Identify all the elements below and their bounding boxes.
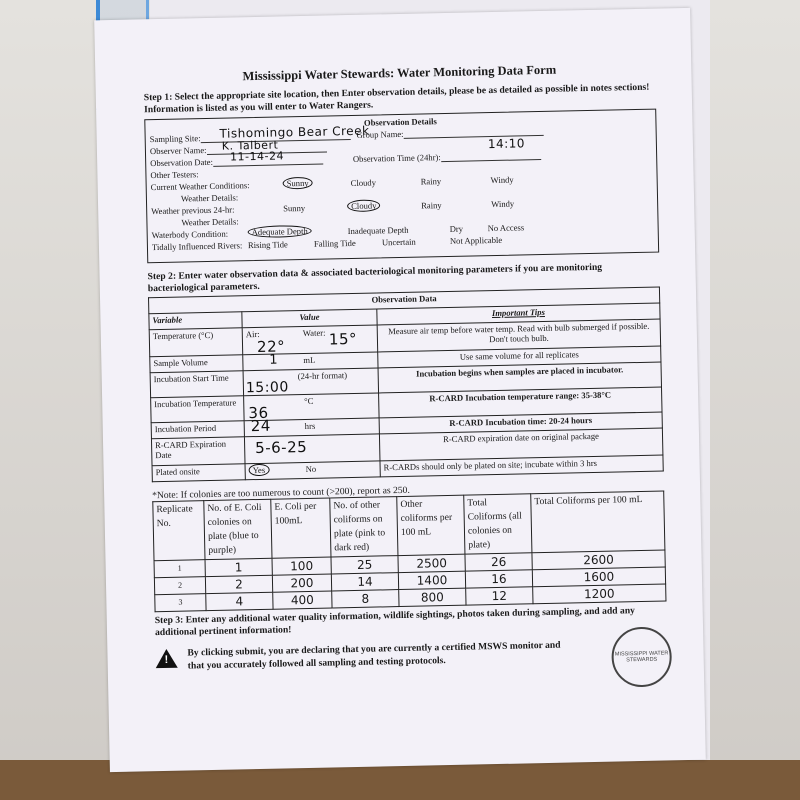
tidal-falling[interactable]: Falling Tide (313, 237, 356, 249)
cell-ecoli100-3[interactable]: 400 (273, 591, 332, 609)
plated-no[interactable]: No (305, 463, 317, 474)
colony-note: *Note: If colonies are too numerous to count (>200), report as 250. (152, 484, 410, 502)
cell-ecoli-2[interactable]: 2 (205, 575, 272, 593)
cell-other-1[interactable]: 25 (331, 556, 398, 574)
waterbody-label: Waterbody Condition: (151, 228, 229, 241)
current-weather-cloudy[interactable]: Cloudy (350, 177, 377, 188)
tidal-label: Tidally Influenced Rivers: (151, 240, 243, 253)
prev-weather-cloudy[interactable]: Cloudy (347, 199, 381, 212)
value-expiration[interactable] (244, 434, 380, 464)
observer-name-label: Observer Name: (149, 145, 207, 157)
cell-other100-2[interactable]: 1400 (398, 571, 465, 589)
value-plated-onsite[interactable] (245, 461, 380, 480)
col-total-per-100ml: Total Coliforms per 100 mL (531, 491, 665, 553)
prev-weather-rainy[interactable]: Rainy (421, 200, 442, 211)
other-testers-label: Other Testers: (150, 169, 199, 181)
cell-total100-2[interactable]: 1600 (532, 567, 665, 587)
step1-instructions: Step 1: Select the appropriate site location, then Enter observation details, please be as detailed as possible in notes sections! Information is listed as you will enter to Water Rangers. (143, 81, 650, 116)
tip-expiration: R-CARD expiration date on original package (379, 428, 663, 461)
col-ecoli-per-100ml: E. Coli per 100mL (271, 498, 331, 558)
handwritten-water-temp: 15° (328, 329, 358, 349)
24hr-format-label: (24-hr format) (297, 370, 348, 382)
tidal-rising[interactable]: Rising Tide (247, 239, 288, 251)
waterbody-no-access[interactable]: No Access (487, 222, 525, 234)
col-ecoli-colonies: No. of E. Coli colonies on plate (blue to purple) (204, 499, 272, 559)
sampling-site-label: Sampling Site: (149, 133, 201, 145)
celsius-unit: °C (304, 395, 314, 407)
waterbody-dry[interactable]: Dry (449, 223, 464, 234)
handwritten-date: 11-14-24 (229, 149, 285, 164)
cell-ecoli100-2[interactable]: 200 (272, 574, 331, 592)
col-other-colonies: No. of other coliforms on plate (pink to dark red) (330, 497, 398, 557)
certification-warning (155, 636, 667, 673)
col-replicate: Replicate No. (153, 501, 205, 561)
cell-ecoli100-1[interactable]: 100 (272, 557, 331, 575)
current-weather-windy[interactable]: Windy (490, 174, 514, 186)
value-temperature[interactable] (242, 325, 378, 355)
step3-instructions: Step 3: Enter any additional water quality information, wildlife sightings, photos taken during sampling, and add any additional pertinent information! (154, 605, 636, 639)
tip-temperature: Measure air temp before water temp. Read with bulb submerged if possible. Don't touch bulb. (377, 319, 661, 352)
col-other-per-100ml: Other coliforms per 100 mL (397, 495, 465, 555)
form-title: Mississippi Water Stewards: Water Monitoring Data Form (242, 62, 557, 84)
observation-data-table (148, 287, 664, 483)
cell-total-3[interactable]: 12 (466, 587, 533, 605)
step2-instructions: Step 2: Enter water observation data & associated bacteriological monitoring parameters if you are monitoring bacteriological parameters. (147, 261, 603, 295)
cell-other100-1[interactable]: 2500 (398, 554, 465, 572)
rep-3: 3 (155, 594, 206, 612)
variable-header: Variable (149, 312, 242, 330)
plated-yes[interactable]: Yes (249, 464, 270, 476)
prev-weather-windy[interactable]: Windy (491, 198, 515, 210)
cell-total-2[interactable]: 16 (465, 570, 532, 588)
waterbody-adequate[interactable]: Adequate Depth (248, 225, 312, 238)
group-name-label: Group Name: (356, 128, 404, 140)
current-weather-rainy[interactable]: Rainy (420, 176, 442, 187)
rep-1: 1 (154, 560, 205, 578)
var-plated-onsite: Plated onsite (152, 464, 245, 482)
observation-time-label: Observation Time (24hr): (352, 152, 441, 164)
current-weather-sunny[interactable]: Sunny (283, 177, 313, 190)
hrs-unit: hrs (304, 420, 316, 432)
var-incubation-temp: Incubation Temperature (151, 396, 245, 423)
handwritten-volume: 1 (269, 352, 279, 368)
cell-total100-3[interactable]: 1200 (533, 584, 666, 604)
rep-2: 2 (154, 577, 205, 595)
handwritten-observer: K. Talbert (221, 138, 279, 153)
waterbody-inadequate[interactable]: Inadequate Depth (347, 224, 409, 237)
tidal-uncertain[interactable]: Uncertain (381, 236, 416, 248)
form-page (94, 8, 706, 772)
weather-prev-label: Weather previous 24-hr: (151, 204, 235, 217)
col-total-colonies: Total Coliforms (all colonies on plate) (464, 494, 532, 554)
ml-unit: mL (303, 354, 316, 366)
tidal-not-applicable[interactable]: Not Applicable (449, 234, 503, 246)
var-incubation-start: Incubation Start Time (150, 371, 244, 398)
handwritten-start-time: 15:00 (245, 379, 289, 397)
var-sample-volume: Sample Volume (150, 355, 243, 373)
current-weather-label: Current Weather Conditions: (150, 180, 250, 193)
observation-details-box (144, 109, 659, 264)
handwritten-expiration: 5-6-25 (254, 437, 308, 458)
warning-icon: ! (155, 649, 177, 668)
observation-details-header: Observation Details (363, 116, 437, 128)
coliform-table (152, 490, 666, 612)
form-content (143, 61, 667, 674)
weather-details-label-2: Weather Details: (181, 216, 239, 228)
tip-incubation-period: R-CARD Incubation time: 20-24 hours (379, 412, 662, 434)
water-label: Water: (302, 327, 326, 339)
cell-total100-1[interactable]: 2600 (532, 550, 665, 570)
var-expiration: R-CARD Expiration Date (151, 437, 245, 466)
tip-sample-volume: Use same volume for all replicates (378, 346, 661, 368)
cell-ecoli-1[interactable]: 1 (205, 558, 272, 576)
handwritten-site: Tishomingo Bear Creek (219, 123, 370, 141)
cell-ecoli-3[interactable]: 4 (206, 592, 273, 610)
handwritten-incubation-period: 24 (250, 416, 272, 436)
prev-weather-sunny[interactable]: Sunny (283, 202, 306, 214)
value-incubation-start[interactable] (243, 368, 378, 396)
observation-date-label: Observation Date: (150, 156, 214, 169)
handwritten-time: 14:10 (487, 136, 526, 152)
handwritten-incubation-temp: 36 (248, 403, 269, 423)
msws-seal-logo: MISSISSIPPI WATER STEWARDS (611, 626, 672, 687)
weather-details-label-1: Weather Details: (180, 192, 239, 204)
var-incubation-period: Incubation Period (151, 421, 244, 439)
air-label: Air: (245, 328, 260, 340)
warning-text: By clicking submit, you are declaring that you are currently a certified MSWS monitor and that you accurately followed all sampling and testing protocols. (187, 639, 561, 672)
tip-plated-onsite: R-CARDs should only be plated on site; incubate within 3 hrs (380, 455, 663, 477)
var-temperature: Temperature (°C) (149, 328, 243, 357)
cell-other-2[interactable]: 14 (331, 573, 398, 591)
tips-header: Important Tips (377, 303, 660, 325)
cell-other-3[interactable]: 8 (332, 590, 399, 608)
handwritten-air-temp: 22° (256, 337, 286, 356)
value-header: Value (242, 309, 377, 328)
cell-total-1[interactable]: 26 (465, 553, 532, 571)
observation-data-header: Observation Data (149, 287, 660, 314)
tip-incubation-temp: R-CARD Incubation temperature range: 35-38°C (379, 387, 662, 418)
tip-incubation-start: Incubation begins when samples are placed in incubator. (378, 362, 661, 393)
cell-other100-3[interactable]: 800 (399, 588, 466, 606)
